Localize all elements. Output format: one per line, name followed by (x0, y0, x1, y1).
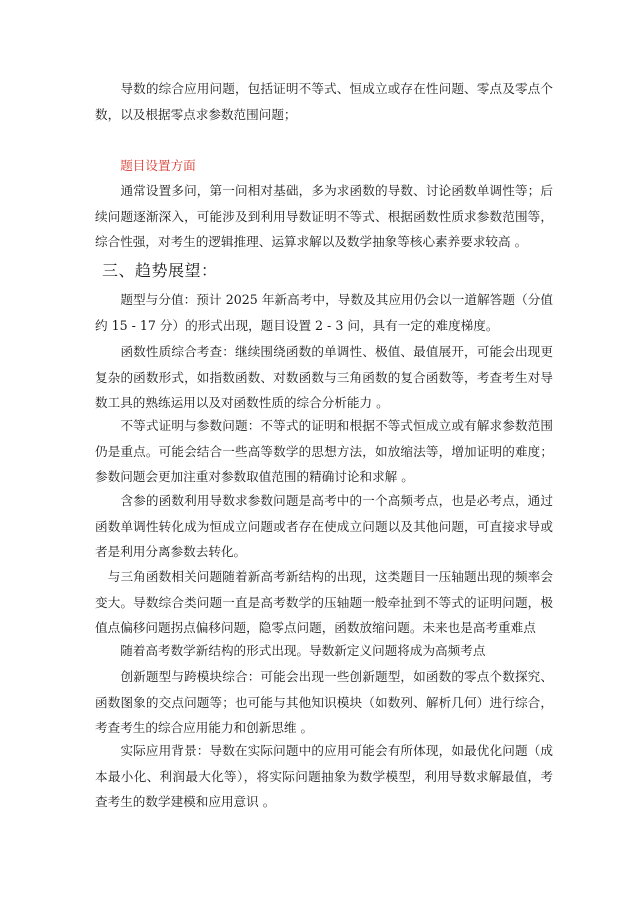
paragraph-question-type-score: 题型与分值：预计 2025 年新高考中，导数及其应用仍会以一道解答题（分值约 15 - 17 分）的形式出现，题目设置 2 - 3 问，具有一定的难度梯度。 (95, 292, 553, 333)
paragraph-question-setup: 通常设置多问，第一问相对基础，多为求函数的导数、讨论函数单调性等；后续问题逐渐深入，可能涉及到利用导数证明不等式、根据函数性质求参数范围等，综合性强，对考生的逻辑推理、运算求解以及数学抽象等核心素养要求较高 。 (95, 183, 553, 249)
paragraph-derivative-applications: 导数的综合应用问题，包括证明不等式、恒成立或存在性问题、零点及零点个数，以及根据零点求参数范围问题； (95, 81, 553, 122)
paragraph-inequality-parameters: 不等式证明与参数问题：不等式的证明和根据不等式恒成立或有解求参数范围仍是重点。可能会结合一些高等数学的思想方法，如放缩法等，增加证明的难度；参数问题会更加注重对参数取值范围的精确讨论和求解 。 (95, 418, 553, 484)
paragraph-practical-applications: 实际应用背景：导数在实际问题中的应用可能会有所体现，如最优化问题（成本最小化、利润最大化等），将实际问题抽象为数学模型，利用导数求解最值，考查考生的数学建模和应用意识 。 (95, 743, 553, 809)
paragraph-new-definition: 随着高考数学新结构的形式出现。导数新定义问题将成为高频考点 (95, 643, 486, 658)
paragraph-innovative-questions: 创新题型与跨模块综合：可能会出现一些创新题型，如函数的零点个数探究、函数图象的交点问题等；也可能与其他知识模块（如数列、解析几何）进行综合，考查考生的综合应用能力和创新思维 。 (95, 669, 553, 735)
section-title-question-setup: 题目设置方面 (95, 158, 196, 173)
paragraph-parameter-derivatives: 含参的函数利用导数求参数问题是高考中的一个高频考点，也是必考点，通过函数单调性转化成为恒成立问题或者存在使成立问题以及其他问题，可直接求导或者是利用分离参数去转化。 (95, 493, 553, 559)
section-heading-trend-outlook: 三、趋势展望： (102, 261, 218, 280)
paragraph-function-properties: 函数性质综合考查：继续围绕函数的单调性、极值、最值展开，可能会出现更复杂的函数形式，如指数函数、对数函数与三角函数的复合函数等，考查考生对导数工具的熟练运用以及对函数性质的综合分析能力 。 (95, 344, 553, 410)
paragraph-trig-functions: 与三角函数相关问题随着新高考新结构的出现，这类题目一压轴题出现的频率会变大。导数综合类问题一直是高考数学的压轴题一般牵扯到不等式的证明问题，极值点偏移问题拐点偏移问题，隐零点问题，函数放缩问题。未来也是高考重难点 (95, 569, 553, 635)
